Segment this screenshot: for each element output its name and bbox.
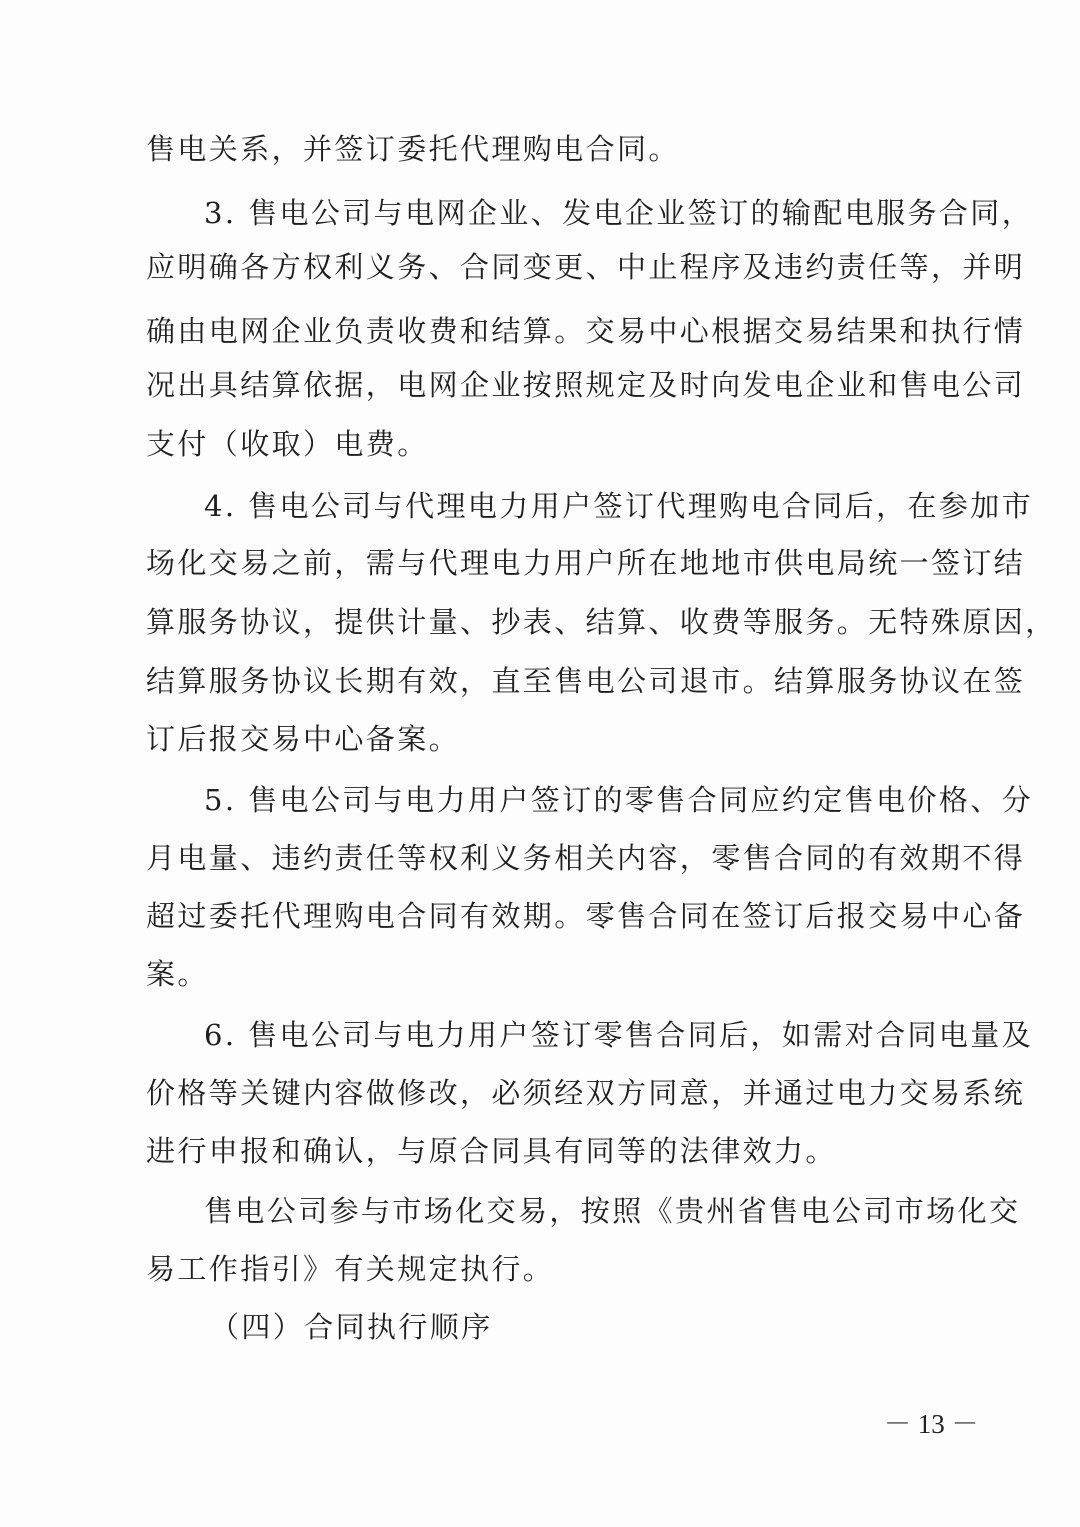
text-line: 算服务协议，提供计量、抄表、结算、收费等服务。无特殊原因， — [146, 605, 1057, 639]
text-line: 确由电网企业负责收费和结算。交易中心根据交易结果和执行情 — [146, 314, 1026, 348]
text-line: 超过委托代理购电合同有效期。零售合同在签订后报交易中心备 — [146, 899, 1026, 933]
text-line: 6. 售电公司与电力用户签订零售合同后，如需对合同电量及 — [204, 1018, 1034, 1052]
page-number: － 13 － — [884, 1409, 979, 1439]
text-line: 4. 售电公司与代理电力用户签订代理购电合同后，在参加市 — [204, 489, 1034, 523]
section-heading: （四）合同执行顺序 — [210, 1310, 493, 1344]
text-line: 支付（收取）电费。 — [146, 427, 429, 461]
text-line: 案。 — [146, 957, 209, 991]
text-line: 5. 售电公司与电力用户签订的零售合同应约定售电价格、分 — [204, 783, 1034, 817]
text-line: 3. 售电公司与电网企业、发电企业签订的输配电服务合同， — [204, 196, 1034, 230]
text-line: 易工作指引》有关规定执行。 — [146, 1252, 555, 1286]
text-line: 应明确各方权利义务、合同变更、中止程序及违约责任等，并明 — [146, 250, 1026, 284]
text-line: 订后报交易中心备案。 — [146, 722, 461, 756]
text-line: 进行申报和确认，与原合同具有同等的法律效力。 — [146, 1134, 837, 1168]
text-line: 价格等关键内容做修改，必须经双方同意，并通过电力交易系统 — [146, 1076, 1026, 1110]
text-line: 月电量、违约责任等权利义务相关内容，零售合同的有效期不得 — [146, 841, 1026, 875]
text-line: 售电公司参与市场化交易，按照《贵州省售电公司市场化交 — [204, 1194, 1021, 1228]
text-line: 结算服务协议长期有效，直至售电公司退市。结算服务协议在签 — [146, 664, 1026, 698]
text-line: 况出具结算依据，电网企业按照规定及时向发电企业和售电公司 — [146, 368, 1026, 402]
text-line: 场化交易之前，需与代理电力用户所在地地市供电局统一签订结 — [146, 546, 1026, 580]
text-line: 售电关系，并签订委托代理购电合同。 — [146, 132, 680, 166]
